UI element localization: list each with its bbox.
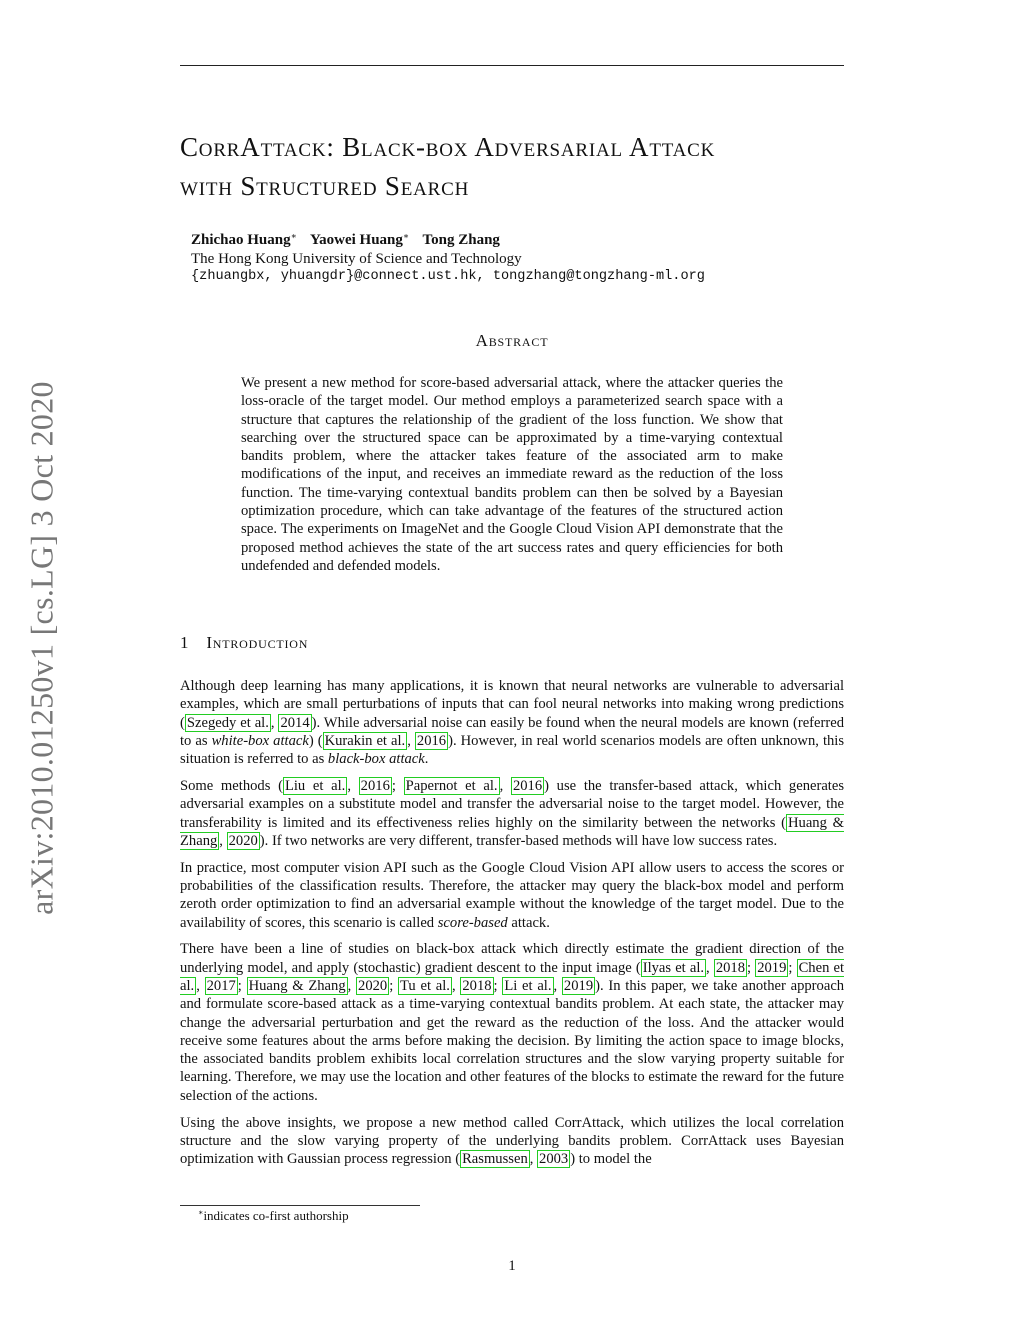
citation-link[interactable]: Li et al. [504, 977, 552, 994]
citation-year-link[interactable]: 2003 [539, 1151, 569, 1168]
citation-year-link[interactable]: 2018 [715, 959, 745, 976]
citation-link[interactable]: Huang & Zhang [180, 814, 844, 849]
citation-year-link[interactable]: 2020 [228, 832, 258, 849]
paragraph: Although deep learning has many applications, it is known that neural networks are vulnerable to adversarial examples, which are small perturbations of inputs that can fool neural networks into making wrong predictions ( Szegedy et al. , 2014 ). While adversarial noise can easily be found when the neural models are known (referred to as white-box attack) ( Kurakin et al. , 2016 ). However, in real world scenarios models are often unknown, this situation is referred to as black-box attack. [180, 678, 845, 768]
paragraph: There have been a line of studies on black-box attack which directly estimate the gradient direction of the underlying model, and apply (stochastic) gradient descent to the input image ( Ilyas et al. , 2018 ; 2019 ; Chen et al. , 2017 ; Huang & Zhang , 2020 ; Tu et al. , 2018 ; Li et al. , 2019 ). In this paper, we take another approach and formulate score-based attack as a time-varying contextual bandits problem. At each state, the attacker may change the adversarial perturbation and get the reward as the reduction of the loss. And the attacker would receive some features about the arms before making the decision. By limiting the action space to image blocks, the associated bandits problem exhibits local correlation structures and the slow varying property suitable for learning. Therefore, we may use the location and other features of the blocks to estimate the reward for the future selection of the actions. [180, 941, 845, 1104]
citation-year-link[interactable]: 2019 [563, 977, 594, 994]
section-title: Introduction [206, 633, 309, 652]
citation-year-link[interactable]: 2016 [416, 732, 447, 749]
footnote-text: indicates co-first authorship [203, 1208, 349, 1223]
section-heading [180, 633, 308, 653]
co-first-mark: ∗ [290, 231, 297, 241]
citation-link[interactable]: Tu et al. [400, 977, 450, 994]
citation-year-link[interactable]: 2014 [280, 714, 310, 731]
paper-title [180, 128, 844, 206]
author-name: Zhichao Huang [191, 232, 291, 248]
citation-link[interactable]: Ilyas et al. [642, 959, 705, 976]
author-block [191, 227, 705, 287]
paragraph: Some methods ( Liu et al. , 2016 ; Papernot et al. , 2016 ) use the transfer-based attack, which generates adversarial examples on a substitute model and transfer the adversarial noise to the target model. However, the transferability is limited and its effectiveness relies highly on the similarity between the networks ( Huang & Zhang , 2020 ). If two networks are very different, transfer-based methods will have low success rates. [180, 777, 845, 849]
citation-year-link[interactable]: 2018 [462, 977, 492, 994]
citation-link[interactable]: Papernot et al. [405, 777, 498, 794]
citation-link[interactable]: Huang & Zhang [248, 977, 346, 994]
author-name: Tong Zhang [422, 232, 500, 248]
arxiv-identifier[interactable]: arXiv:2010.01250v1 [cs.LG] 3 Oct 2020 [23, 381, 60, 915]
page-number: 1 [508, 1258, 516, 1274]
citation-link[interactable]: Szegedy et al. [186, 714, 269, 731]
citation-link[interactable]: Kurakin et al. [324, 732, 406, 749]
footnote-rule [180, 1205, 420, 1206]
citation-link[interactable]: Liu et al. [284, 777, 346, 794]
section-number: 1 [180, 633, 190, 652]
abstract-heading: Abstract [475, 331, 549, 350]
citation-year-link[interactable]: 2016 [512, 777, 543, 794]
citation-link[interactable]: Rasmussen [462, 1151, 528, 1168]
citation-year-link[interactable]: 2020 [358, 977, 388, 994]
footnote-mark: ∗ [198, 1208, 204, 1217]
title-line-1: CorrAttack: Black-box Adversarial Attack [180, 132, 716, 162]
paragraph: In practice, most computer vision API such as the Google Cloud Vision API allow users to access the scores or probabilities of the classification results. Therefore, the attacker may query the black-box model and perform zeroth order optimization to find an adversarial example without the knowledge of the target model. Due to the availability of scores, this scenario is called score-based attack. [180, 859, 844, 931]
citation-link[interactable]: Chen et al. [180, 959, 845, 994]
top-rule [180, 65, 844, 66]
citation-year-link[interactable]: 2017 [206, 977, 236, 994]
footnote [198, 1208, 349, 1224]
paragraph: Using the above insights, we propose a new method called CorrAttack, which utilizes the local correlation structure and the slow varying property of the underlying bandits problem. CorrAttack uses Bayesian optimization with Gaussian process regression ( Rasmussen , 2003 ) to model the [180, 1114, 844, 1168]
author-name: Yaowei Huang [309, 232, 403, 248]
abstract-text: We present a new method for score-based adversarial attack, where the attacker queries the loss-oracle of the target model. Our method employs a parameterized search space with a structure that captures the relationship of the gradient of the loss function. We show that searching over the structured space can be approximated by a time-varying contextual bandits problem, where the attacker takes feature of the associated arm to make modifications of the input, and receives an immediate reward as the reduction of the loss function. The time-varying contextual bandits problem can then be solved by a Bayesian optimization procedure, which can take advantage of the features of the structured action space. The experiments on ImageNet and the Google Cloud Vision API demonstrate that the proposed method achieves the state of the art success rates and query efficiencies for both undefended and defended models. [241, 375, 783, 574]
citation-year-link[interactable]: 2016 [360, 777, 390, 794]
introduction-body [180, 677, 844, 1177]
author-emails[interactable]: {zhuangbx, yhuangdr}@connect.ust.hk, tongzhang@tongzhang-ml.org [191, 269, 705, 284]
title-line-2: with Structured Search [180, 171, 470, 201]
citation-year-link[interactable]: 2019 [757, 959, 787, 976]
author-names [191, 227, 705, 250]
affiliation: The Hong Kong University of Science and Technology [191, 250, 522, 267]
co-first-mark: ∗ [402, 231, 410, 241]
